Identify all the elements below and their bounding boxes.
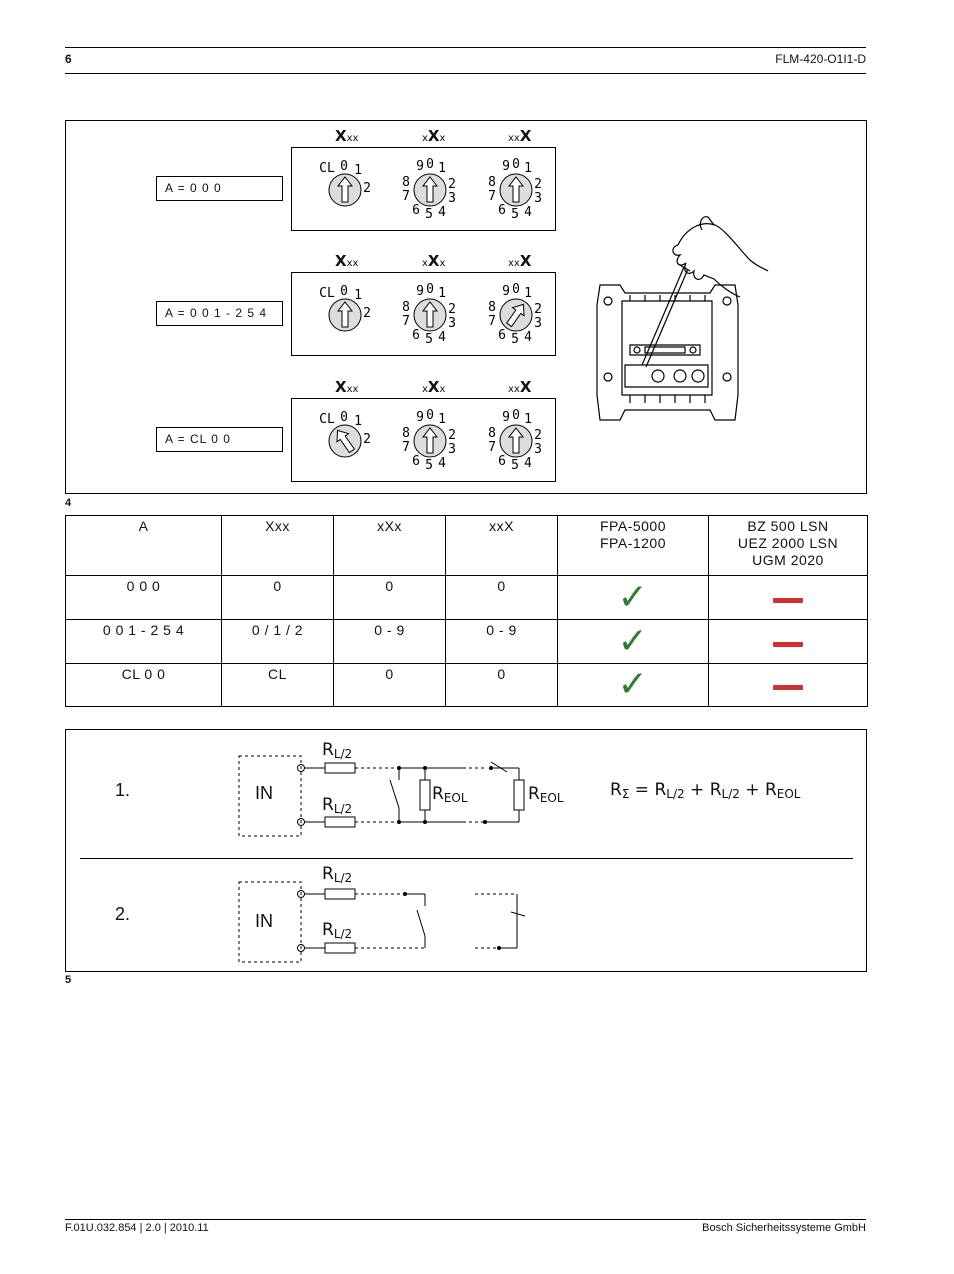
r-letter: R (764, 780, 777, 800)
r-letter: R (654, 780, 667, 800)
dial-digit: 5 (511, 207, 519, 222)
dial-digit: 2 (448, 428, 456, 443)
digit-dial[interactable] (402, 408, 456, 473)
checkmark-icon: ✓ (617, 576, 649, 618)
column-header: A (66, 516, 222, 576)
dial-digit: 2 (534, 302, 542, 317)
dial-digit: 8 (402, 300, 410, 315)
dial-digit: 4 (524, 205, 532, 220)
r-letter: R (322, 795, 334, 815)
fpa-compat-cell (558, 620, 709, 664)
dial-digit: 2 (363, 181, 371, 196)
digit-dial[interactable] (488, 408, 542, 473)
table-row (66, 664, 868, 707)
dial-digit: 5 (425, 207, 433, 222)
r-sub: L/2 (333, 927, 353, 941)
dial-head-3: xxX (508, 127, 532, 145)
hundreds-dial[interactable] (319, 159, 371, 206)
header-bottom-rule (65, 73, 866, 74)
dial-digit: 6 (412, 203, 420, 218)
dial-digit: 8 (402, 426, 410, 441)
dial-digit: 6 (498, 328, 506, 343)
dial-digit: 1 (354, 163, 362, 178)
dial-digit: 6 (412, 454, 420, 469)
dial-digit: 3 (448, 191, 456, 206)
dial-digit: 5 (511, 458, 519, 473)
dial-digit: 5 (425, 332, 433, 347)
digit-dial[interactable] (402, 157, 456, 222)
dial-digit: 7 (402, 189, 410, 204)
address-label: A = 0 0 0 (156, 176, 283, 201)
dial-head-1: Xxx (335, 252, 359, 270)
dial-digit: 6 (412, 328, 420, 343)
r-sub: L/2 (333, 802, 353, 816)
dial-head-3: xxX (508, 378, 532, 396)
dial-digit: 2 (448, 302, 456, 317)
resistor-label-rl2-bottom-2 (322, 920, 352, 941)
r-letter: R (709, 780, 722, 800)
figure-5-divider (80, 858, 853, 859)
dial-set (292, 273, 555, 355)
resistor-label-reol-1 (432, 784, 468, 805)
bz-compat-cell (709, 620, 868, 664)
column-header: xXx (334, 516, 446, 576)
resistor-label-rl2-top-1 (322, 740, 352, 761)
fpa-compat-cell (558, 664, 709, 707)
dial-digit: 4 (438, 205, 446, 220)
not-supported-dash-icon (773, 642, 803, 647)
address-label: A = CL 0 0 (156, 427, 283, 452)
dial-digit: 0 (340, 159, 348, 174)
dial-digit: CL (319, 412, 335, 427)
table-cell: 0 (446, 664, 558, 707)
dial-digit: 0 (512, 282, 520, 297)
footer-rule (65, 1219, 866, 1220)
dial-digit: 7 (402, 314, 410, 329)
dial-digit: 1 (438, 161, 446, 176)
dial-digit: 3 (534, 191, 542, 206)
table-cell: 0 / 1 / 2 (222, 620, 334, 664)
hundreds-dial[interactable] (319, 410, 371, 457)
dial-digit: 9 (502, 159, 510, 174)
column-header: xxX (446, 516, 558, 576)
dial-box (291, 272, 556, 356)
step-2-label: 2. (115, 904, 131, 924)
dial-digit: 0 (426, 282, 434, 297)
dial-digit: 4 (524, 330, 532, 345)
not-supported-dash-icon (773, 598, 803, 603)
r-sub: EOL (776, 787, 801, 801)
formula-plus: + (684, 780, 710, 800)
footer-company: Bosch Sicherheitssysteme GmbH (702, 1222, 866, 1234)
dial-digit: 8 (488, 300, 496, 315)
dial-digit: CL (319, 286, 335, 301)
dial-digit: 2 (363, 306, 371, 321)
header-top-rule (65, 47, 866, 48)
digit-dial[interactable] (488, 157, 542, 222)
dial-digit: 9 (502, 284, 510, 299)
figure-4-label: 4 (65, 497, 72, 509)
table-cell: CL (222, 664, 334, 707)
dial-digit: 6 (498, 454, 506, 469)
table-cell: CL 0 0 (66, 664, 222, 707)
dial-digit: 1 (438, 286, 446, 301)
column-header: Xxx (222, 516, 334, 576)
r-letter: R (432, 784, 444, 804)
dial-digit: 2 (534, 428, 542, 443)
table-cell: 0 (334, 576, 446, 620)
dial-digit: 0 (426, 408, 434, 423)
dial-set (292, 399, 555, 481)
bz-compat-cell (709, 576, 868, 620)
dial-head-3: xxX (508, 252, 532, 270)
r-letter: R (528, 784, 540, 804)
table-cell: 0 - 9 (334, 620, 446, 664)
table-cell: 0 - 9 (446, 620, 558, 664)
in-label-2: IN (255, 911, 273, 931)
r-letter: R (322, 920, 334, 940)
fpa-compat-cell (558, 576, 709, 620)
table-row (66, 620, 868, 664)
resistor-label-rl2-bottom-1 (322, 795, 352, 816)
dial-digit: 1 (524, 286, 532, 301)
dial-box (291, 147, 556, 231)
dial-digit: 5 (511, 332, 519, 347)
checkmark-icon: ✓ (617, 664, 649, 705)
dial-digit: 8 (402, 175, 410, 190)
total-resistance-formula (610, 780, 801, 801)
figure-5-label: 5 (65, 974, 72, 986)
doc-id: FLM-420-O1I1-D (775, 52, 866, 66)
r-sub: EOL (443, 791, 468, 805)
dial-digit: 4 (524, 456, 532, 471)
table-cell: 0 (446, 576, 558, 620)
dial-head-2: xXx (422, 252, 446, 270)
dial-digit: 0 (512, 408, 520, 423)
dial-digit: 9 (502, 410, 510, 425)
dial-digit: 7 (488, 314, 496, 329)
dial-digit: 0 (340, 410, 348, 425)
column-header: BZ 500 LSN UEZ 2000 LSN UGM 2020 (709, 516, 868, 576)
address-label: A = 0 0 1 - 2 5 4 (156, 301, 283, 326)
table-header-row (66, 516, 868, 576)
dial-digit: 1 (354, 414, 362, 429)
r-sub: EOL (539, 791, 564, 805)
dial-digit: 6 (498, 203, 506, 218)
dial-digit: 0 (512, 157, 520, 172)
dial-digit: 4 (438, 330, 446, 345)
column-header: FPA-5000 FPA-1200 (558, 516, 709, 576)
resistor-label-reol-2 (528, 784, 564, 805)
table-cell: 0 (334, 664, 446, 707)
dial-digit: CL (319, 161, 335, 176)
bz-compat-cell (709, 664, 868, 707)
table-cell: 0 (222, 576, 334, 620)
r-sub: L/2 (721, 787, 740, 801)
r-sub: L/2 (333, 871, 353, 885)
dial-digit: 7 (488, 189, 496, 204)
dial-digit: 0 (426, 157, 434, 172)
dial-head-1: Xxx (335, 378, 359, 396)
step-1-label: 1. (115, 780, 131, 800)
dial-digit: 5 (425, 458, 433, 473)
circuit-diagram-2 (235, 876, 535, 966)
in-label-1: IN (255, 783, 273, 803)
dial-digit: 9 (416, 410, 424, 425)
table-body (66, 516, 868, 707)
table-cell: 0 0 0 (66, 576, 222, 620)
table-row (66, 576, 868, 620)
dial-digit: 3 (534, 316, 542, 331)
dial-head-2: xXx (422, 127, 446, 145)
r-letter: R (322, 864, 334, 884)
r-sub: L/2 (666, 787, 685, 801)
dial-digit: 2 (448, 177, 456, 192)
digit-dial[interactable] (488, 282, 542, 347)
footer-doc-ref: F.01U.032.854 | 2.0 | 2010.11 (65, 1222, 209, 1234)
dial-digit: 3 (534, 442, 542, 457)
formula-plus: + (739, 780, 765, 800)
resistor-label-rl2-top-2 (322, 864, 352, 885)
dial-digit: 1 (354, 288, 362, 303)
dial-digit: 7 (488, 440, 496, 455)
checkmark-icon: ✓ (617, 620, 649, 662)
hundreds-dial[interactable] (319, 284, 371, 331)
r-sub: L/2 (333, 747, 353, 761)
not-supported-dash-icon (773, 685, 803, 690)
dial-digit: 3 (448, 442, 456, 457)
table-cell: 0 0 1 - 2 5 4 (66, 620, 222, 664)
dial-digit: 0 (340, 284, 348, 299)
address-compatibility-table (65, 515, 868, 707)
dial-digit: 7 (402, 440, 410, 455)
dial-digit: 2 (534, 177, 542, 192)
dial-head-2: xXx (422, 378, 446, 396)
page-number: 6 (65, 52, 72, 66)
detector-module-illustration (590, 205, 780, 430)
dial-digit: 8 (488, 426, 496, 441)
formula-lhs-sub: Σ (621, 787, 630, 801)
dial-digit: 9 (416, 284, 424, 299)
formula-eq: = (629, 780, 655, 800)
dial-digit: 3 (448, 316, 456, 331)
dial-set (292, 148, 555, 230)
dial-digit: 2 (363, 432, 371, 447)
digit-dial[interactable] (402, 282, 456, 347)
r-letter: R (322, 740, 334, 760)
formula-lhs: R (610, 780, 622, 800)
dial-digit: 8 (488, 175, 496, 190)
dial-digit: 1 (524, 412, 532, 427)
dial-head-1: Xxx (335, 127, 359, 145)
dial-digit: 1 (524, 161, 532, 176)
dial-digit: 9 (416, 159, 424, 174)
dial-digit: 1 (438, 412, 446, 427)
dial-digit: 4 (438, 456, 446, 471)
dial-box (291, 398, 556, 482)
